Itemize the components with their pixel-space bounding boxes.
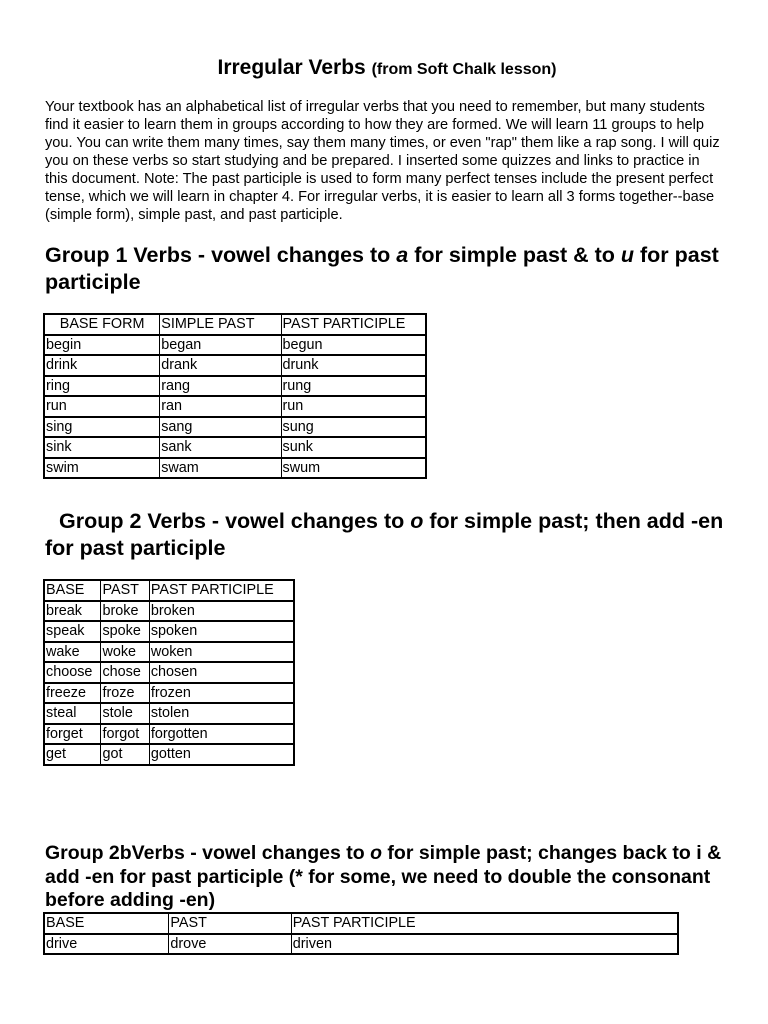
table-row — [45, 622, 293, 643]
table-header-cell: PAST — [169, 914, 291, 935]
table-header-row — [45, 914, 677, 935]
table-cell: ring — [45, 377, 160, 398]
table-cell: begun — [282, 336, 426, 357]
table-cell: woken — [150, 643, 293, 664]
table-row — [45, 725, 293, 746]
table-cell: rang — [160, 377, 281, 398]
title-subtitle: (from Soft Chalk lesson) — [371, 61, 557, 78]
table-row — [45, 643, 293, 664]
table-cell: rung — [282, 377, 426, 398]
table-cell: chosen — [150, 663, 293, 684]
table-cell: frozen — [150, 684, 293, 705]
group2b-heading: Group 2bVerbs - vowel changes to o for simple past; changes back to i & add -en for past participle (* for some, we need to double the consonant before adding -en) — [45, 842, 722, 911]
table-cell: gotten — [150, 746, 191, 762]
group2-heading: Group 2 Verbs - vowel changes to o for simple past; then add -en for past participle — [45, 509, 724, 560]
table-cell: sang — [160, 418, 281, 439]
page-title — [45, 56, 729, 82]
table-row — [45, 935, 677, 954]
group2b-table — [43, 912, 679, 955]
table-cell: swum — [282, 459, 321, 476]
table-cell: drank — [160, 356, 281, 377]
table-row — [45, 438, 425, 459]
table-cell: driven — [292, 935, 332, 952]
table-cell: drink — [45, 356, 160, 377]
table-header-row — [45, 581, 293, 602]
table-cell: speak — [45, 622, 101, 643]
table-cell: chose — [101, 663, 149, 684]
table-cell: began — [160, 336, 281, 357]
group1-heading: Group 1 Verbs - vowel changes to a for simple past & to u for past participle — [45, 243, 719, 294]
table-cell: got — [101, 745, 149, 764]
table-cell: sank — [160, 438, 281, 459]
table-header-cell: PAST PARTICIPLE — [292, 914, 677, 935]
table-header-cell: BASE FORM — [45, 315, 160, 336]
table-cell: drunk — [282, 356, 426, 377]
table-cell: spoke — [101, 622, 149, 643]
table-cell: sunk — [282, 438, 426, 459]
table-row — [45, 602, 293, 623]
table-cell: spoken — [150, 622, 293, 643]
title-main: Irregular Verbs — [217, 56, 366, 79]
table-row — [45, 377, 425, 398]
table-cell: stole — [101, 704, 149, 725]
group1-table — [43, 313, 427, 479]
table-cell: wake — [45, 643, 101, 664]
table-cell: forgot — [101, 725, 149, 746]
table-cell: froze — [101, 684, 149, 705]
table-cell: get — [45, 745, 101, 764]
table-cell: swim — [45, 459, 160, 478]
group2-table — [43, 579, 295, 766]
table-header-cell: SIMPLE PAST — [160, 315, 281, 336]
table-row — [45, 684, 293, 705]
intro-paragraph: Your textbook has an alphabetical list of irregular verbs that you need to remember, but many students find it easier to learn them in groups according to how they are formed. We will learn 11 groups to help you. You can write them many times, say them many times, or even "rap" them like a rap song. I will quiz you on these verbs so start studying and be prepared. I inserted some quizzes and links to practice in this document. Note: The past participle is used to form many perfect tenses include the present perfect tense, which we will learn in chapter 4. For irregular verbs, it is easier to learn all 3 forms together--base (simple form), simple past, and past participle. — [45, 99, 720, 223]
table-header-cell: BASE — [45, 581, 101, 602]
table-cell: drive — [45, 935, 169, 954]
table-row — [45, 418, 425, 439]
table-header-cell: PAST PARTICIPLE — [282, 315, 426, 336]
table-row — [45, 356, 425, 377]
table-cell: woke — [101, 643, 149, 664]
table-header-cell: PAST — [101, 581, 149, 602]
table-row — [45, 663, 293, 684]
table-row — [45, 745, 293, 764]
table-row — [45, 704, 293, 725]
table-cell: broke — [101, 602, 149, 623]
table-header-cell: PAST PARTICIPLE — [150, 581, 293, 602]
table-cell: begin — [45, 336, 160, 357]
table-cell: freeze — [45, 684, 101, 705]
table-cell: ran — [160, 397, 281, 418]
table-cell: sung — [282, 418, 426, 439]
table-cell: sink — [45, 438, 160, 459]
table-cell: choose — [45, 663, 101, 684]
table-cell: steal — [45, 704, 101, 725]
table-header-row — [45, 315, 425, 336]
table-row — [45, 459, 425, 478]
table-row — [45, 397, 425, 418]
table-cell: sing — [45, 418, 160, 439]
table-cell: forget — [45, 725, 101, 746]
table-row — [45, 336, 425, 357]
table-cell: run — [282, 397, 426, 418]
table-cell: stolen — [150, 704, 293, 725]
table-cell: broken — [150, 602, 293, 623]
table-cell: forgotten — [150, 725, 293, 746]
table-cell: swam — [160, 459, 281, 478]
table-header-cell: BASE — [45, 914, 169, 935]
table-cell: drove — [169, 935, 291, 954]
table-cell: run — [45, 397, 160, 418]
table-cell: break — [45, 602, 101, 623]
